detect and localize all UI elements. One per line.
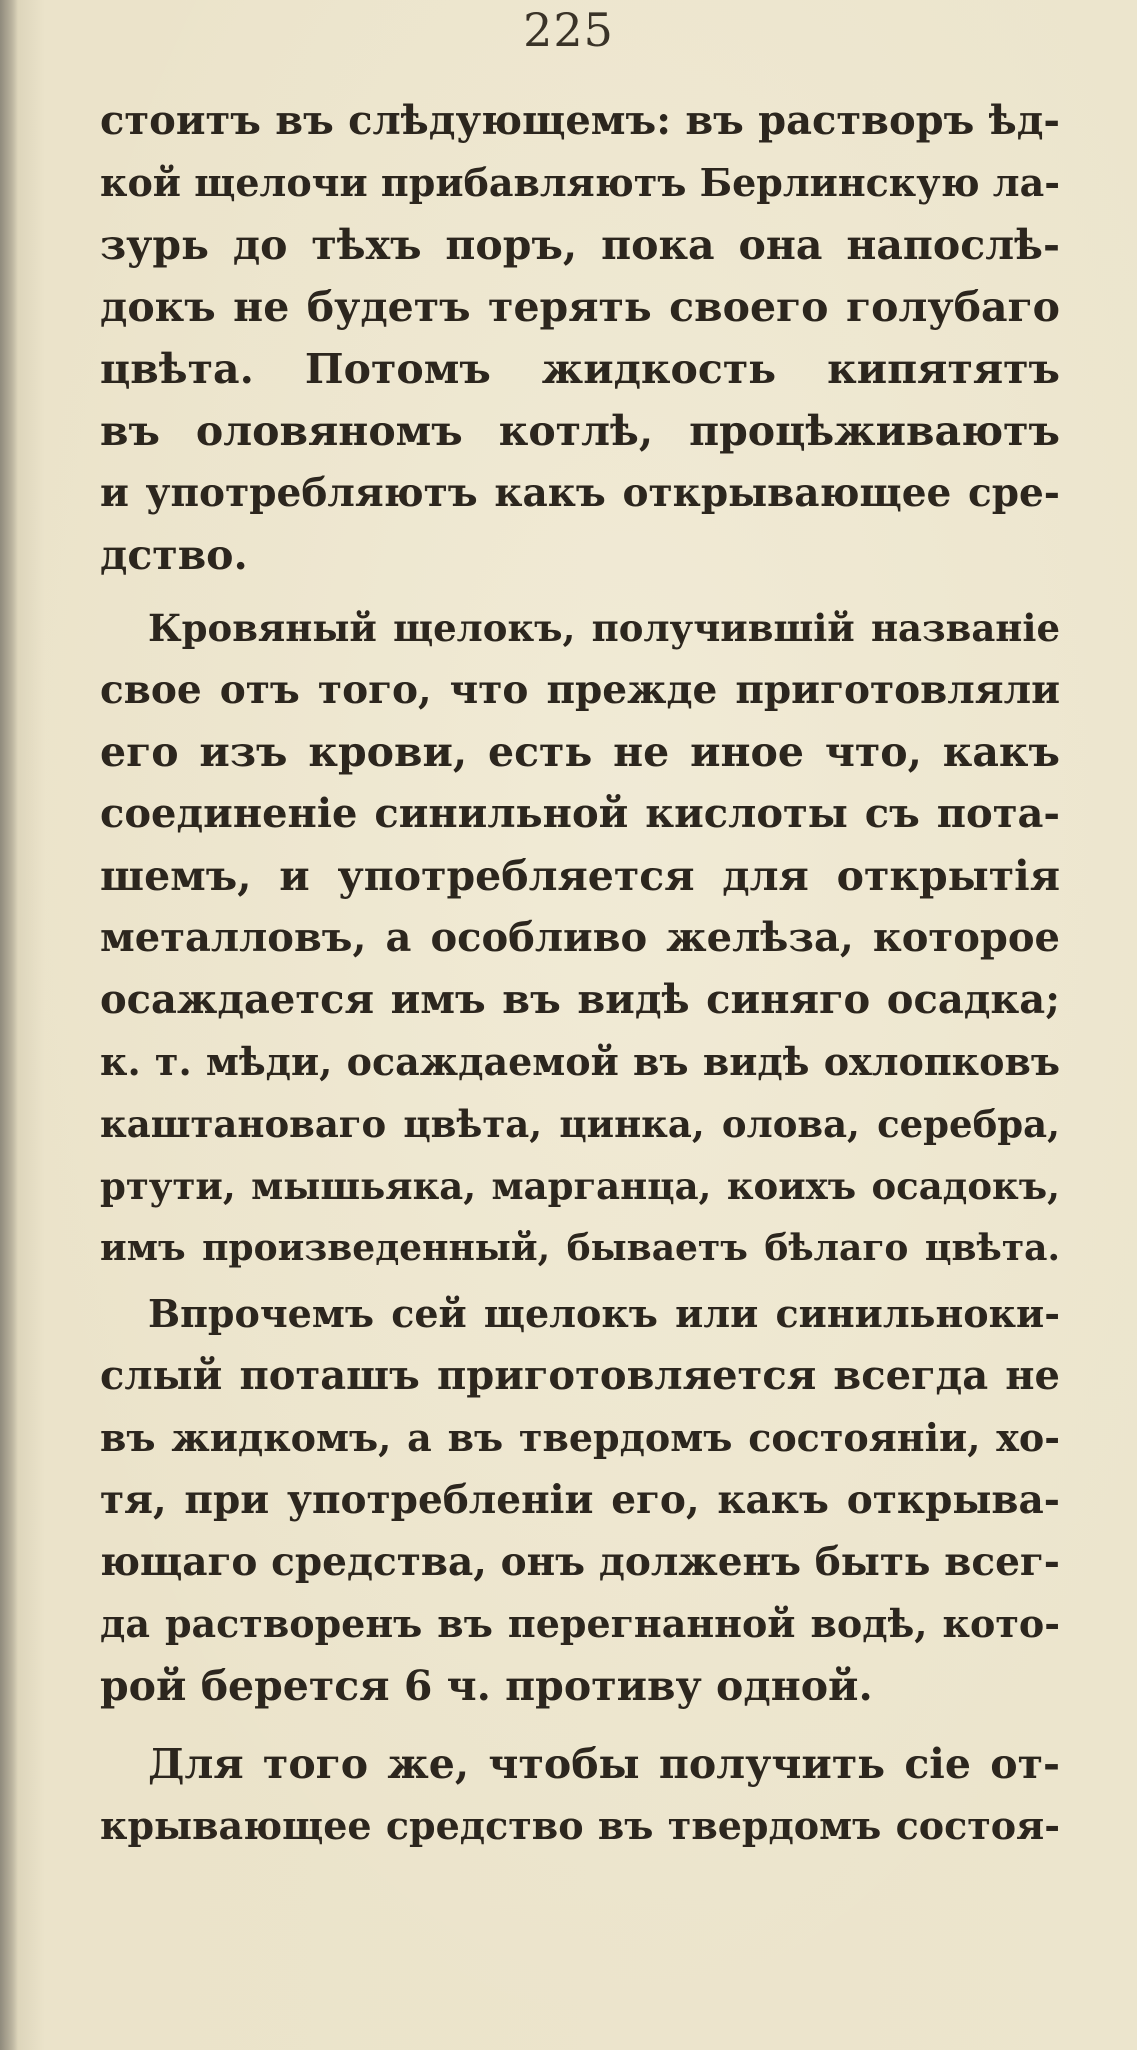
text-line: соединеніе синильной кислоты съ пота- <box>100 790 1060 837</box>
text-line: имъ произведенный, бываетъ бѣлаго цвѣта. <box>100 1227 1060 1269</box>
text-line: к. т. мѣди, осаждаемой въ видѣ охлопковъ <box>100 1039 1060 1084</box>
text-line: крывающее средство въ твердомъ состоя- <box>100 1803 1060 1848</box>
text-line: его изъ крови, есть не иное что, какъ <box>100 728 1060 776</box>
text-line: тя, при употребленіи его, какъ открыва- <box>100 1477 1060 1523</box>
text-line: въ жидкомъ, а въ твердомъ состояніи, хо- <box>100 1415 1060 1460</box>
text-line: шемъ, и употребляется для открытія <box>100 852 1060 900</box>
text-line: слый поташъ приготовляется всегда не <box>100 1352 1060 1399</box>
text-line: ющаго средства, онъ долженъ быть всег- <box>100 1539 1060 1585</box>
text-line: стоитъ въ слѣдующемъ: въ растворъ ѣд- <box>100 97 1060 144</box>
page-number: 225 <box>523 3 614 57</box>
text-line: рой берется 6 ч. противу одной. <box>100 1662 873 1710</box>
text-line: въ оловяномъ котлѣ, процѣживаютъ <box>100 407 1060 455</box>
text-line: цвѣта. Потомъ жидкость кипятятъ <box>100 345 1060 393</box>
text-line: свое отъ того, что прежде приготовляли <box>100 667 1060 713</box>
text-line: кой щелочи прибавляютъ Берлинскую ла- <box>100 160 1060 205</box>
paragraph-4 <box>100 1733 1060 1857</box>
paragraph-1 <box>100 90 1060 586</box>
text-line: да растворенъ въ перегнанной водѣ, кото- <box>100 1601 1060 1646</box>
text-line: зурь до тѣхъ поръ, пока она напослѣ- <box>100 221 1060 269</box>
text-line: Впрочемъ сей щелокъ или синильноки- <box>148 1291 1060 1336</box>
page-binding-edge <box>0 0 18 2050</box>
text-line: осаждается имъ въ видѣ синяго осадка; <box>100 976 1060 1023</box>
paragraph-2 <box>100 597 1060 1279</box>
text-line: и употребляютъ какъ открывающее сре- <box>100 470 1060 516</box>
text-line: металловъ, а особливо желѣза, которое <box>100 914 1060 961</box>
paragraph-3 <box>100 1283 1060 1717</box>
text-line: докъ не будетъ терять своего голубаго <box>100 283 1060 331</box>
text-line: Для того же, чтобы получить сіе от- <box>148 1740 1060 1788</box>
text-line: ртути, мышьяка, марганца, коихъ осадокъ, <box>100 1164 1060 1208</box>
text-line: каштановаго цвѣта, цинка, олова, серебра, <box>100 1102 1060 1146</box>
text-line: дство. <box>100 531 248 579</box>
text-line: Кровяный щелокъ, получившій названіе <box>148 606 1060 650</box>
